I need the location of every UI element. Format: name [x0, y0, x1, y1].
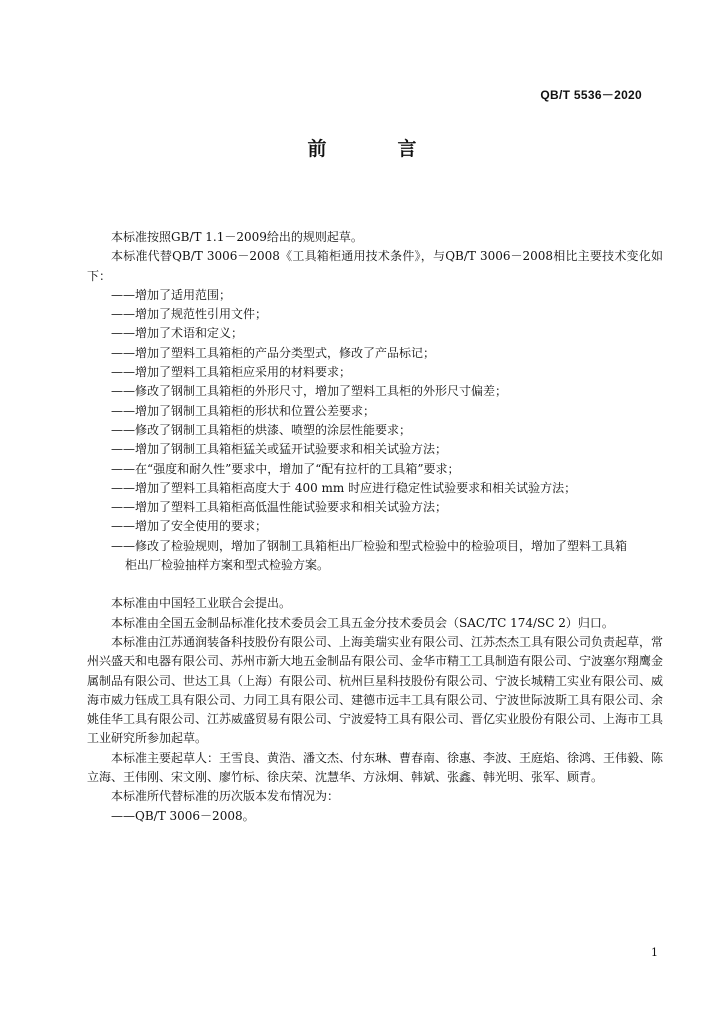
- list-item: ——修改了钢制工具箱柜的外形尺寸，增加了塑料工具柜的外形尺寸偏差；: [111, 384, 508, 399]
- list-item: ——在“强度和耐久性”要求中，增加了“配有拉杆的工具箱”要求；: [111, 461, 460, 476]
- paragraph-drafting-rules: 本标准按照GB/T 1.1－2009给出的规则起草。: [111, 230, 363, 244]
- paragraph-main-drafters: 本标准主要起草人：王雪良、黄浩、潘文杰、付东琳、曹春南、徐惠、李波、王庭焰、徐鸿、王伟毅、陈立海、王伟刚、宋文刚、廖竹标、徐庆荣、沈慧华、方泳炯、韩斌、张鑫、韩光明、张军、顾青。: [87, 750, 664, 785]
- list-item: ——增加了塑料工具箱柜的产品分类型式，修改了产品标记；: [111, 345, 436, 360]
- changes-list: [87, 286, 663, 575]
- spacer: [87, 575, 663, 594]
- list-item-continuation: 柜出厂检验抽样方案和型式检验方案。: [125, 558, 330, 573]
- list-item: ——增加了钢制工具箱柜猛关或猛开试验要求和相关试验方法；: [111, 442, 448, 457]
- list-item: ——增加了塑料工具箱柜应采用的材料要求；: [111, 365, 352, 380]
- paragraph-replaces-standard: 本标准代替QB/T 3006－2008《工具箱柜通用技术条件》，与QB/T 3006－2008相比主要技术变化如下：: [87, 249, 663, 283]
- page-number: 1: [651, 946, 658, 959]
- list-item: ——修改了检验规则，增加了钢制工具箱柜出厂检验和型式检验中的检验项目，增加了塑料工具箱: [111, 538, 628, 553]
- list-item: ——修改了钢制工具箱柜的烘漆、喷塑的涂层性能要求；: [111, 422, 412, 437]
- list-item: ——增加了适用范围；: [111, 287, 232, 302]
- paragraph-previous-editions: 本标准所代替标准的历次版本发布情况为：: [111, 789, 340, 804]
- list-item: ——增加了塑料工具箱柜高度大于 400 mm 时应进行稳定性试验要求和相关试验方法；: [111, 480, 577, 495]
- list-item: ——增加了塑料工具箱柜高低温性能试验要求和相关试验方法；: [111, 500, 448, 515]
- list-item: ——QB/T 3006－2008。: [111, 808, 255, 823]
- list-item: ——增加了安全使用的要求；: [111, 519, 268, 534]
- page-title: 前 言: [307, 138, 443, 160]
- paragraph-drafting-organizations: 本标准由江苏通润装备科技股份有限公司、上海美瑞实业有限公司、江苏杰杰工具有限公司负责起草，常州兴盛天和电器有限公司、苏州市新大地五金制品有限公司、金华市精工工具制造有限公司、宁波塞尔翔鹰金属制品有限公司、世达工具（上海）有限公司、杭州巨星科技股份有限公司、宁波长城精工实业有限公司、威海市威力钰成工具有限公司、力同工具有限公司、建德市远丰工具有限公司、宁波世际波斯工具有限公司、余姚佳华工具有限公司、江苏威盛贸易有限公司、宁波爱特工具有限公司、晋亿实业股份有限公司、上海市工具工业研究所参加起草。: [87, 634, 664, 746]
- paragraph-proposed-by: 本标准由中国轻工业联合会提出。: [111, 596, 292, 611]
- list-item: ——增加了规范性引用文件；: [111, 307, 268, 322]
- paragraph-centralized-by: 本标准由全国五金制品标准化技术委员会工具五金分技术委员会（SAC/TC 174/SC 2）归口。: [111, 615, 614, 630]
- standard-number: QB/T 5536－2020: [540, 88, 642, 102]
- document-body: [87, 228, 663, 826]
- list-item: ——增加了术语和定义；: [111, 326, 244, 341]
- list-item: ——增加了钢制工具箱柜的形状和位置公差要求；: [111, 403, 376, 418]
